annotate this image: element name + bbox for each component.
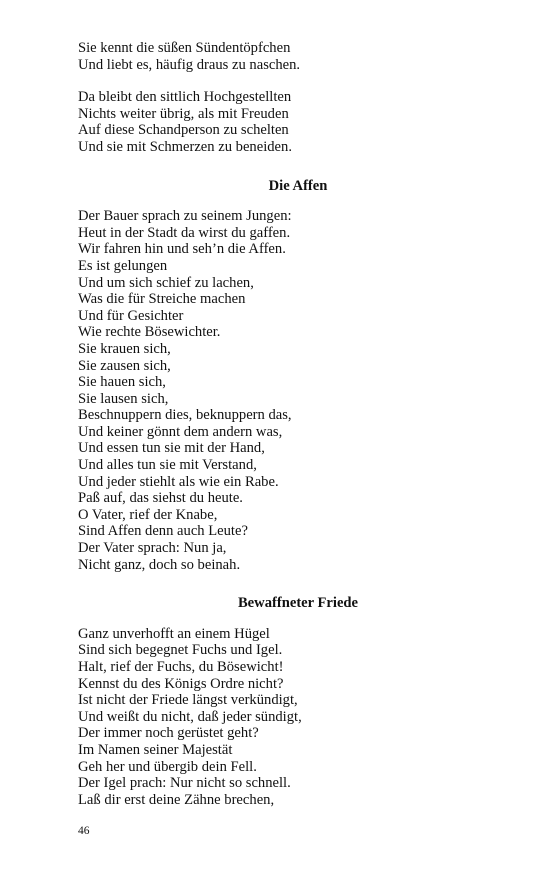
verse-line: Heut in der Stadt da wirst du gaffen. xyxy=(78,224,291,241)
verse-line: Beschnuppern dies, beknuppern das, xyxy=(78,407,292,424)
book-page xyxy=(78,40,478,808)
poem-die-affen xyxy=(78,208,478,573)
verse-line: Und jeder stiehlt als wie ein Rabe. xyxy=(78,473,279,490)
verse-line: Der immer noch gerüstet geht? xyxy=(78,725,259,742)
verse-line: Und sie mit Schmerzen zu beneiden. xyxy=(78,138,292,155)
poem-title-bewaffneter-friede: Bewaffneter Friede xyxy=(237,595,359,612)
verse-line: Sie kennt die süßen Sündentöpfchen xyxy=(78,40,291,56)
verse-line: Paß auf, das siehst du heute. xyxy=(78,490,243,507)
verse-line: Sie krauen sich, xyxy=(78,340,171,357)
verse-line: Wie rechte Bösewichter. xyxy=(78,324,221,341)
verse-line: Sind Affen denn auch Leute? xyxy=(78,523,248,540)
stanza xyxy=(78,40,478,73)
verse-line: Wir fahren hin und seh’n die Affen. xyxy=(78,241,286,258)
stanza xyxy=(78,89,478,155)
verse-line: Ist nicht der Friede längst verkündigt, xyxy=(78,692,298,709)
verse-line: Der Bauer sprach zu seinem Jungen: xyxy=(78,208,292,225)
poem-bewaffneter-friede xyxy=(78,626,478,809)
verse-line: Sie lausen sich, xyxy=(78,390,169,407)
verse-line: Und für Gesichter xyxy=(78,307,184,324)
verse-line: Der Igel prach: Nur nicht so schnell. xyxy=(78,775,291,792)
verse-line: Da bleibt den sittlich Hochgestellten xyxy=(78,89,292,106)
verse-line: Kennst du des Königs Ordre nicht? xyxy=(78,675,284,692)
verse-line: Und keiner gönnt dem andern was, xyxy=(78,423,283,440)
verse-line: Der Vater sprach: Nun ja, xyxy=(78,540,227,557)
verse-line: Und weißt du nicht, daß jeder sündigt, xyxy=(78,708,302,725)
verse-line: Halt, rief der Fuchs, du Bösewicht! xyxy=(78,659,284,675)
verse-line: Im Namen seiner Majestät xyxy=(78,741,233,758)
verse-line: Sie hauen sich, xyxy=(78,374,166,391)
verse-line: Und liebt es, häufig draus zu naschen. xyxy=(78,56,301,73)
poem-continuation xyxy=(78,40,478,156)
verse-line: Sie zausen sich, xyxy=(78,357,171,374)
verse-line: Laß dir erst deine Zähne brechen, xyxy=(78,791,275,808)
page-number: 46 xyxy=(78,825,90,837)
verse-line: Und essen tun sie mit der Hand, xyxy=(78,440,265,457)
verse-line: Auf diese Schandperson zu schelten xyxy=(78,122,289,139)
verse-line: Und alles tun sie mit Verstand, xyxy=(78,457,257,474)
verse-line: O Vater, rief der Knabe, xyxy=(78,506,218,523)
poem-title-die-affen: Die Affen xyxy=(268,177,328,194)
verse-line: Nicht ganz, doch so beinah. xyxy=(78,556,241,573)
verse-line: Geh her und übergib dein Fell. xyxy=(78,758,257,775)
verse-line: Ganz unverhofft an einem Hügel xyxy=(78,625,270,642)
verse-line: Nichts weiter übrig, als mit Freuden xyxy=(78,105,289,122)
verse-line: Und um sich schief zu lachen, xyxy=(78,274,254,291)
verse-line: Sind sich begegnet Fuchs und Igel. xyxy=(78,642,283,659)
verse-line: Was die für Streiche machen xyxy=(78,291,246,308)
verse-line: Es ist gelungen xyxy=(78,257,168,274)
